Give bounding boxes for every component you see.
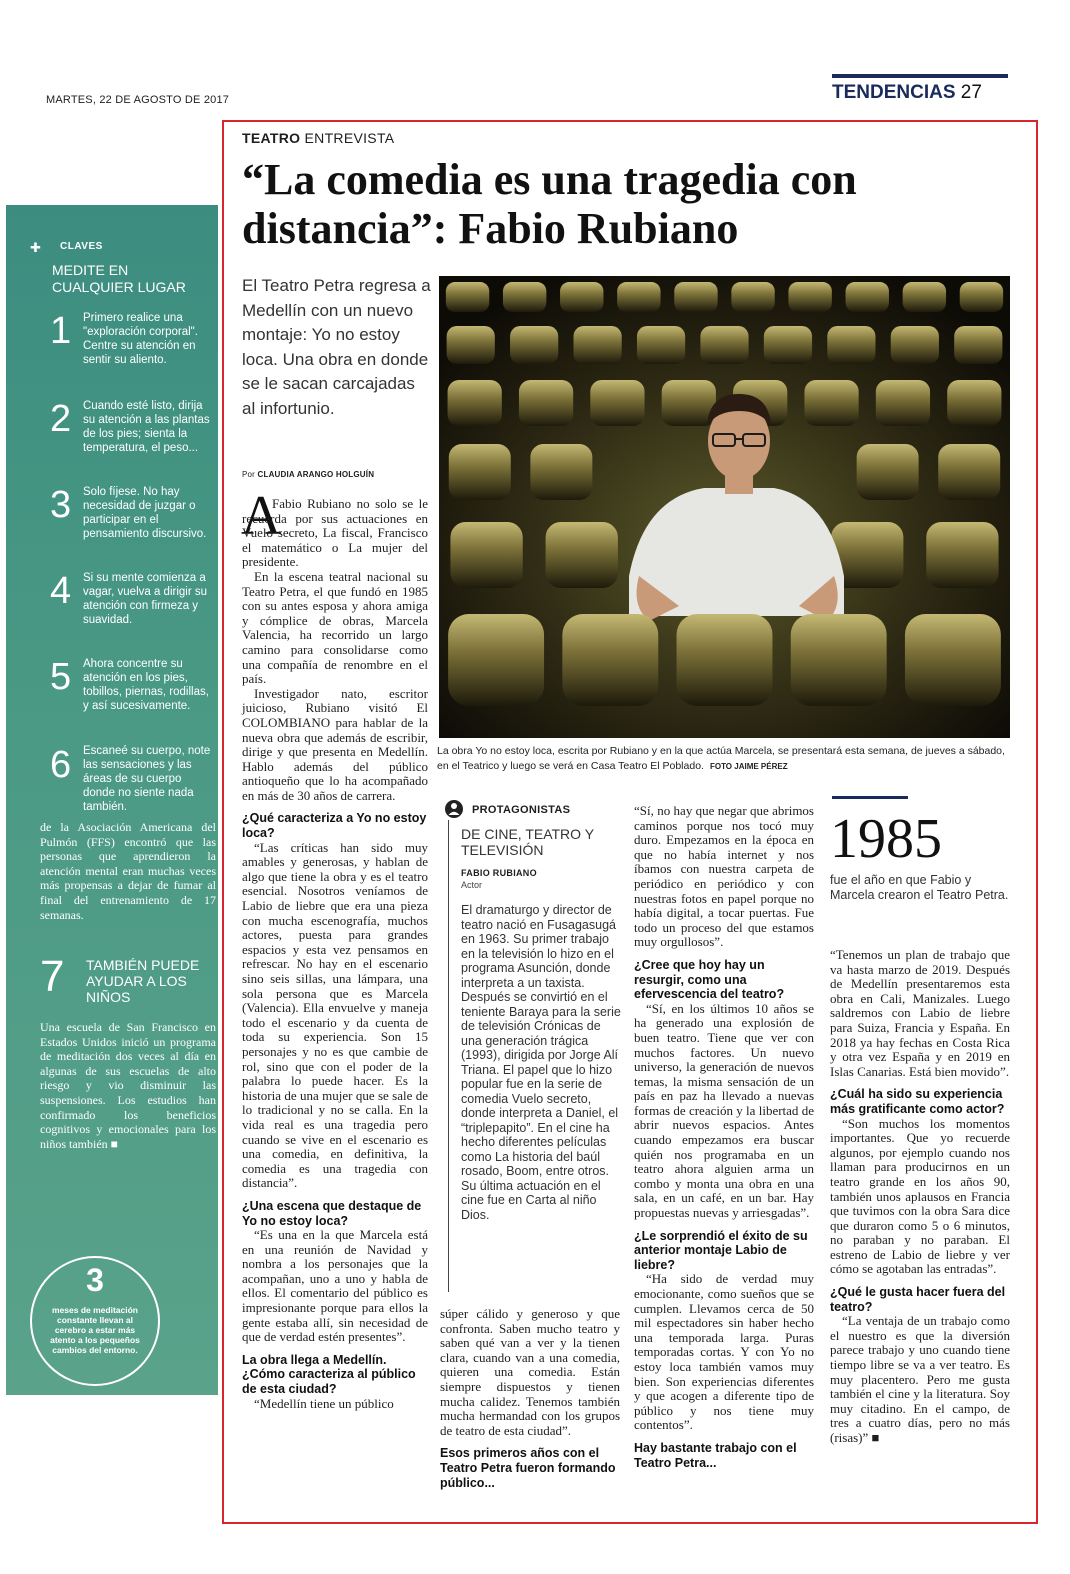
sidebar-paragraph: de la Asociación Americana del Pulmón (FFS) encontró que las personas que aprendieron la atención mental eran muchas veces más propensas a dejar de fumar al final del entrenamiento de 17 semanas. <box>40 820 216 922</box>
theater-seat <box>447 326 495 364</box>
headline: “La comedia es una tragedia con distancia”: Fabio Rubiano <box>242 155 857 253</box>
step-number: 2 <box>50 398 72 440</box>
theater-seat <box>947 380 1001 426</box>
step-number: 7 <box>40 952 65 1001</box>
article-paragraph: “La ventaja de un trabajo como el nuestro es que la diversión parece trabajo y uno cuando tiene tiempo libre se va a ver teatro. Es muy placentero. Pero me gusta también el cine y la literatura. Soy muy citadino. En el campo, de tres a cuatro días, pero no más (risas)” ■ <box>830 1313 1010 1445</box>
interview-question: ¿Le sorprendió el éxito de su anterior montaje Labio de liebre? <box>634 1228 808 1272</box>
article-paragraph: “Es una en la que Marcela está en una reunión de Navidad y nombra a los personajes que la acompañan, uno a uno y habla de ellos. El comentario del público es impresionante porque para ellos la gente estaba allí, sin necesidad de que de verdad estén presentes”. <box>242 1227 428 1345</box>
kicker-type: ENTREVISTA <box>304 130 395 146</box>
interview-question: ¿Una escena que destaque de Yo no estoy loca? <box>242 1198 422 1228</box>
step-text: Escaneé su cuerpo, note las sensaciones y las áreas de su cuerpo donde no siente nada también. <box>83 745 211 813</box>
person-icon <box>445 800 463 818</box>
drop-cap: A <box>241 485 282 547</box>
theater-seat <box>590 380 644 426</box>
article-column-1 <box>242 497 428 1411</box>
article-paragraph: Investigador nato, escritor juicioso, Rubiano visitó El COLOMBIANO para hablar de la nueva obra que además de escribir, dirige y que presenta en Medellín. Hablo además del público antioqueño que lo ha acompañado en más de 30 años de carrera. <box>242 685 428 803</box>
theater-seat <box>791 614 887 706</box>
interview-question: ¿Cree que hoy hay un resurgir, como una efervescencia del teatro? <box>634 957 785 1002</box>
theater-seat <box>662 380 716 426</box>
interview-question: Hay bastante trabajo con el Teatro Petra... <box>634 1440 797 1470</box>
protagonistas-subtitle: DE CINE, TEATRO Y TELEVISIÓN <box>461 826 594 858</box>
photo-caption <box>437 744 1015 774</box>
step-text: Solo fíjese. No hay necesidad de juzgar o participar en el pensamiento discursivo. <box>83 486 207 540</box>
theater-seat <box>846 282 889 312</box>
theater-seat <box>804 380 858 426</box>
byline-author: CLAUDIA ARANGO HOLGUÍN <box>257 470 375 479</box>
theater-seat <box>448 614 544 706</box>
article-column-4 <box>830 948 1010 1446</box>
article-paragraph: “Las críticas han sido muy amables y generosas, y hablan de algo que tiene la obra y es el teatro esencial. Nosotros veníamos de Labio de liebre que era una pieza con mucha escenografía, muchos actores, puesta para grandes espacios y esta vez pensamos en refrescar. No hay en el escenario sino seis sillas, una lámpara, una sola persona que es Marcela (Valencia). Ella envuelve y maneja todo el escenario y da cuenta de toda su experiencia. Son 15 personajes y no es que cambie de rol, sino que con el poder de la palabra lo puede hacer. Es la historia de una mujer que se sale de lo tradicional y no se calla. En la vida real es una tragedia pero cuando se vive en el escenario es una comedia, en definitiva, la comedia es una tragedia con distancia”. <box>242 839 428 1191</box>
step-number: 1 <box>50 310 72 352</box>
interview-question: ¿Cuál ha sido su experiencia más gratificante como actor? <box>830 1087 1005 1116</box>
theater-seat <box>446 282 489 312</box>
article-paragraph: súper cálido y generoso y que confronta. Saben mucho teatro y saben qué van a ver y la tienen clara, cuando van a una comedia, quieren una comedia. Están siempre dispuestos y tienen mucha calidez. Tenemos también mucha hermandad con los grupos de teatro de esta ciudad”. <box>440 1306 620 1438</box>
step-text: Si su mente comienza a vagar, vuelva a dirigir su atención con firmeza y suavidad. <box>83 572 208 626</box>
theater-seat <box>519 380 573 426</box>
theater-seat <box>674 282 717 312</box>
interview-question: Esos primeros años con el Teatro Petra fueron formando público... <box>440 1446 616 1490</box>
theater-seat <box>510 326 558 364</box>
theater-seat <box>450 522 522 588</box>
protagonist-name: FABIO RUBIANO <box>461 868 537 878</box>
theater-seat <box>574 326 622 364</box>
theater-seat <box>764 326 812 364</box>
step-number: 3 <box>50 484 72 526</box>
theater-seat <box>530 444 592 500</box>
interview-question: ¿Qué le gusta hacer fuera del teatro? <box>830 1285 1006 1314</box>
article-paragraph: “Ha sido de verdad muy emocionante, como sueños que se cumplen. Llevamos cerca de 50 mil espectadores sin haber hecho una temporada larga. Puras temporadas cortas. Y con Yo no estoy loca también vamos muy bien. Son experiencias diferentes y que acogen a diferente tipo de público y nos tiene muy contentos”. <box>634 1271 814 1433</box>
article-paragraph: “Tenemos un plan de trabajo que va hasta marzo de 2019. Después de Medellín presentaremos esta obra en Cali, Manizales. Luego saldremos con Labio de liebre para Suiza, Francia y España. En 2018 ya hay fechas en Costa Rica y otra vez España y en 2019 en Islas Canarias. Está bien movido”. <box>830 947 1010 1079</box>
photo-credit: FOTO JAIME PÉREZ <box>709 762 788 771</box>
article-paragraph: Fabio Rubiano no solo se le recuerda por sus actuaciones en Vuelo secreto, La fiscal, Francisco el matemático o La mujer del presidente. <box>242 496 428 570</box>
theater-seat <box>617 282 660 312</box>
article-paragraph: “Son muchos los momentos importantes. Que yo recuerde algunos, por ejemplo cuando nos llaman para producirnos en un teatro grande en los años 90, también unos aplausos en Francia que tuvimos con la obra Sara dice que duraron como 5 o 6 minutos, no paraban y no paraban. El estreno de Labio de liebre y ver cómo se agotaban las entradas”. <box>830 1115 1010 1277</box>
year-text: fue el año en que Fabio y Marcela crearon el Teatro Petra. <box>830 873 1009 902</box>
theater-seat <box>891 326 939 364</box>
article-paragraph: “Medellín tiene un público <box>254 1395 394 1411</box>
theater-seat <box>546 522 618 588</box>
step-title: TAMBIÉN PUEDE AYUDAR A LOS NIÑOS <box>86 957 200 1005</box>
theater-seat <box>449 444 511 500</box>
article-paragraph: “Sí, en los últimos 10 años se ha generado una explosión de buen teatro. Tiene que ver con muchos factores. Un nuevo universo, la generación de nuevos temas, la misma sensación de un país en paz ha llevado a nuevas formas de creación y la libertad de abrir nuevos espacios. Antes cuando empezamos era buscar quién nos programaba en un teatro ahora alguien arma un combo y monta una obra en una sala, en un café, en un bar. Hay propuestas nuevas y arriesgadas”. <box>634 1000 814 1221</box>
front-seats <box>448 614 1001 706</box>
step-number: 5 <box>50 656 72 698</box>
theater-seat <box>857 444 919 500</box>
article-column-3 <box>634 804 814 1470</box>
protagonistas-rule <box>448 820 449 1292</box>
theater-seat <box>938 444 1000 500</box>
protagonistas-label: PROTAGONISTAS <box>472 804 571 816</box>
byline <box>242 470 374 479</box>
interview-question: ¿Qué caracteriza a Yo no estoy loca? <box>242 811 427 841</box>
issue-date: MARTES, 22 DE AGOSTO DE 2017 <box>46 94 230 106</box>
theater-seat <box>700 326 748 364</box>
byline-prefix: Por <box>242 470 256 479</box>
theater-seat <box>637 326 685 364</box>
year-highlight: 1985 <box>830 808 942 870</box>
step-text: Ahora concentre su atención en los pies, tobillos, piernas, rodillas, y así sucesivamente. <box>83 658 209 712</box>
caption-text: La obra Yo no estoy loca, escrita por Rubiano y en la que actúa Marcela, se presentará esta semana, de jueves a sábado, en el Teatrico y luego se verá en Casa Teatro El Poblado. <box>437 745 1005 772</box>
theater-seat <box>562 614 658 706</box>
claves-label: CLAVES <box>60 241 103 252</box>
theater-seat <box>503 282 546 312</box>
section-name: TENDENCIAS <box>832 82 956 103</box>
article-column-2 <box>440 1307 620 1490</box>
stat-number: 3 <box>86 1262 104 1298</box>
stat-text: meses de meditación constante llevan al cerebro a estar más atento a los pequeños cambios del entorno. <box>50 1305 140 1355</box>
section-header <box>832 82 982 104</box>
kicker <box>242 130 394 146</box>
step-number: 4 <box>50 570 72 612</box>
article-photo <box>439 276 1010 738</box>
theater-seat <box>788 282 831 312</box>
protagonist-bio: El dramaturgo y director de teatro nació en Fusagasugá en 1963. Su primer trabajo en la televisión lo hizo en el programa Asunción, donde interpreta a un taxista. Después se convirtió en el teniente Baraya para la serie de televisión Crónicas de una generación trágica (1993), dirigida por Jorge Alí Triana. El papel que lo hizo popular fue en la serie de comedia Vuelo secreto, donde interpreta a Daniel, el “triplepapito”. En el cine ha hecho diferentes películas como La historia del baúl rosado, Boom, entre otros. Su última actuación en el cine fue en Carta al niño Dios. <box>461 903 621 1222</box>
page-number: 27 <box>960 82 982 103</box>
year-rule <box>832 796 908 799</box>
theater-seat <box>731 282 774 312</box>
claves-icon: ✚ <box>30 240 41 255</box>
interview-question: La obra llega a Medellín. ¿Cómo caracteriza al público de esta ciudad? <box>242 1352 416 1397</box>
step-text: Primero realice una "exploración corporal". Centre su atención en sentir su aliento. <box>83 312 198 366</box>
sidebar-paragraph: Una escuela de San Francisco en Estados Unidos inició un programa de meditación dos veces al día en algunas de sus escuelas de alto riesgo y vio disminuir las suspensiones. Los estudios han confirmado los beneficios cognitivos y emocionales para los niños también ■ <box>40 1020 216 1151</box>
theater-seat <box>448 380 502 426</box>
theater-seat <box>560 282 603 312</box>
protagonist-role: Actor <box>461 880 483 890</box>
section-rule <box>832 74 1008 78</box>
article-paragraph: En la escena teatral nacional su Teatro Petra, el que fundó en 1985 con su antes esposa y ahora amiga y cómplice de obras, Marcela Valencia, ha recorrido un largo camino para consolidarse como una compañía de renombre en el país. <box>242 568 428 687</box>
theater-seat <box>905 614 1001 706</box>
kicker-section: TEATRO <box>242 130 301 146</box>
theater-seat <box>926 522 998 588</box>
theater-seat <box>960 282 1003 312</box>
deck: El Teatro Petra regresa a Medellín con un nuevo montaje: Yo no estoy loca. Una obra en donde se le sacan carcajadas al infortunio. <box>242 276 431 418</box>
theater-seat <box>954 326 1002 364</box>
theater-seat <box>827 326 875 364</box>
article-paragraph: “Sí, no hay que negar que abrimos caminos porque nos tocó muy duro. Empezamos en la época en que no había internet y nos íbamos con nuestra carpeta de periódico en periódico y con nuestras fotos en papel porque no había digital, a tocar puertas. Fue todo un proceso del que estamos muy orgullosos”. <box>634 803 814 950</box>
sidebar-title: MEDITE EN CUALQUIER LUGAR <box>52 262 186 295</box>
theater-seat <box>903 282 946 312</box>
step-text: Cuando esté listo, dirija su atención a las plantas de los pies; sienta la temperatura, el peso... <box>83 400 210 454</box>
theater-seat <box>677 614 773 706</box>
step-number: 6 <box>50 744 72 786</box>
theater-seat <box>876 380 930 426</box>
